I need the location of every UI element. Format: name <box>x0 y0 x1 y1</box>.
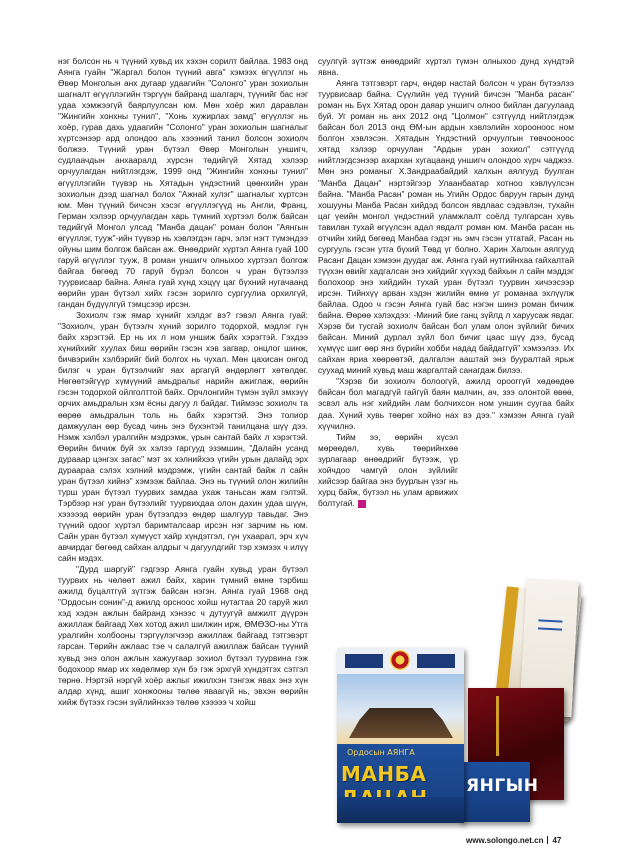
article-paragraph: "Дурд шаргуй" гэдгээр Аянга гуайн хувьд уран бүтээл туурвих нь чөлөөт ажил байх, харин түмний өмнө тэрбиш ажилд буцалтгүй зүтгэж байсан нэгэн. Аянга гуай 1968 онд "Ордосын сонин"-д ажилд орсноос хойш нутагтаа 20 гаруй жил хэд хэдэн ажлын байранд хэнээс ч дутуугүй амжилт дүүрэн ажиллаж байгаад Хөх хотод ажил шилжин ирж, ӨМӨЗО-ны Утга уралгийн холбооны тэргүүлэгчээр ажиллаж байгаад тэтгэвэрт гарсан. Төрийн ажлаас тэе ч салалгүй ажиллаж байсан түүний хувьд энэ олон ажлын хажуугаар зохиол бүтээл туурвина гэж бодохоор ямар их хөдөлмөр хүн бэ гэж эрхгүй хүндэтгэх сэтгэл төрнө. Нэртэй нэргүй хоёр ажлыг ижилхэн тэнгэж явах энэ хүн алдар хүнд, ашиг хонжооны төлөө яваагүй нь, эвхэн өөрийн хийж бүтээх гэсэн зүйлийнхээ төлөө хэээээ ч хойш <box>58 564 308 707</box>
book-cover-manba-datsan <box>337 648 464 823</box>
article-paragraph: нэг болсон нь ч түүний хувьд их хэхэн сорилт байлаа. 1983 онд Аянга гуайн "Жаргал болон түүний авга" хэмээх өгүүллэг нь Өвөр Монголын анх дугаар удаагийн "Солонго" уран зохиолын шагналт өгүүллэгийн тэргүүн байранд шалгарч, түүнийг бас нэг удаа хэмжээгүй баярлуулсан юм. Мөн хоёр жил даравлан "Жингийн хонхны тунил", "Хонь хужирлах замд" өгүүллэг нь хоёр, гурав дахь удаагийн "Солонго" уран зохиолын шагналыг хүртсэнээр ард олондоо аль хэээний танил болсон зохиолч болжээ. Түүний уран бүтээл Өвөр Монголын уншигч, судлаачдын анхааралд хүрсэн төдийгүй Хятад хэлээр орчуулагдан нийтлэгдэж, 1999 онд "Жингийн хонхны тунил" өгүүллэгийн түүвэр нь Хятадын үндэстний цөөнхийн уран зохиолын дээд шагнал болох "Ажнай хулэг" шагналыг хүртсэн юм. Мөн түүний бичсэн хэсэг өгүүллэгүүд нь Англи, Франц, Герман хэлээр орчуулагдан харь түмний хүртээл болж байсан төдийгүй Монгол улсад "Манба дацан" роман болон "Аянгын өгүүллэг, тууж"-ийн түүвэр нь хэвлэгдэн гарч, элэг нэгт түмэндээ ойуны шим болгож байсан аж. Өнөөдрийг хүртэл Аянга гуай 100 гаруй өгүүллэг тууж, 8 роман уншигч олныхоо хүртээл болгож байгаа бөгөөд 70 гаруй бүрэл болсон ч уран бүтээлээ туурвисаар байна. Аянга гуай хүнд хэцүү цаг бүхний нугачаанд өөрийн уран бүтээл хийх гэсэн зорилго сургуулиа орхилгүй, гандан бүдүүлгүй тэмцсээр ирсэн. <box>58 56 308 310</box>
cover-title: МАНБА <box>341 762 427 786</box>
article-left-column <box>58 56 308 708</box>
cover-title-line <box>538 627 562 630</box>
cover-header-block <box>345 654 383 668</box>
cover-title-line <box>538 619 562 622</box>
cover-author: Ордосын АЯНГА <box>347 748 415 757</box>
page-footer <box>466 836 561 845</box>
closing-text: Тийм ээ, өөрийн хүсэл мөрөөдөл, хувь төөрийнхөө зурлагаар өнөөдрийг бүтээж, үр хойчдоо чамгүй олон зүйлийг хийсээр байгаа энэ буурлын үзэг нь хурц байж, бүтээл нь улам арвижих болтугай. <box>318 431 458 508</box>
article-closing-paragraph <box>318 432 458 509</box>
article-paragraph: Аянга тэтгэвэрт гарч, өндөр настай болсон ч уран бүтээлээ туурвисаар байна. Сүүлийн үед түүний бичсэн "Манба расан" роман нь Бүх Хятад орон даяар уншигч олноо бийлан дагуулаад буй. Уг роман нь анх 2012 онд "Цолмон" сэтгүүлд нийтлэгдэж байсан бол 2013 онд ӨМ-ын ардын хэвлэлийн хороонооc ном болгон хэвлэсэн. Хятадын Үндэстний орчуулгын төвчооноос хятад хэлээр орчуулан "Ардын уран зохиол" сэтгүүлд нийтлэгдсэнээр ахархан хугацаанд уншигч олондоо хүрч чаджээ. Мөн энэ романыг Х.Зандраабайдий халхын аялгууд буулган "Манба Дацан" нэртэйгээр Улаанбаатар хотноо хэвлүүлсэн байна. "Манба Расан" роман нь Угийн Ордос баруун гарын дунд хошууны Манба Расан хийдэд болсон явдлаас сэдэвлэн, тухайн цаг үеийн монгол үндэстний уламжлалт соёлд тулгарсан хувь тавилан тухай өгүүлсэн адал явдалт роман юм. Манба расан нь отчийн хийд бөгөөд Манбаа гэдэг нь эмч гэсэн утгатай, Расан нь сургууль гэсэн утга бүхий Төвд үг болно. Харин Халхын аялгууд Расанг Дацан хэмээн дуудаг аж. Аянга гуай нутгийнхаа гайхалтай түүхэн өвийг хадгалсан энэ хийдийг хүүхэд байхын л сайн мэддэг болохоор энэ хийдийн тухай уран бүтээл туурвин хичээсээр ирсэн. Тийнхүү арван хэдэн жилийн өмнө уг романаа эхлүүлж байлаа. Одоо ч гэсэн Аянга гуай бас нэгэн шинэ роман бичиж байна. Өөрөө хэлэхдээ: -Миний бие ганц зүйлд л харуусаж явдаг. Хэрэв би тусгай зохиолч байсан бол улам олон зүйлийг бичих байсан. Миний дурлал зүйл бол бичиг цаас шүү дээ, бусад хүмүүс шиг өөр янз бүрийн хобби надад байдаггүй" хэмээлээ. Их сайхан яриа хөөрөөтэй, далгалэн ааштай энэ бууралтай ярьж суухад миний хувьд маш жаргалтай санагдаж билээ. <box>318 78 574 376</box>
cover-script-decoration <box>496 696 539 756</box>
article-paragraph: "Хэрэв би зохиолч болоогүй, ажилд орооггүй хөдөөдөө байсан бол магадгүй гайгүй баян малчин, ач, зээ олонтой өвөө, эсвэл аль нэг хийдийн лам болчихсон ном уншин суугаа байх даа. Хүний хувь төөрөг хойно нах вэ дээ." хэмээн Аянга гуай хүүчилнэ. <box>318 376 574 431</box>
footer-website: www.solongo.net.cn <box>466 836 544 845</box>
article-end-mark-icon <box>358 500 366 508</box>
article-right-column <box>318 56 574 509</box>
blue-cover-title: ЯНГЫН <box>466 776 539 796</box>
page-number: 47 <box>552 836 562 845</box>
cover-header-block <box>417 654 455 668</box>
book-cover-blue <box>460 762 539 822</box>
footer-divider <box>547 836 548 844</box>
article-paragraph: суулгүй зүтгэж өнөөдрийг хүртэл түмэн олныхоо дунд хүндтэй явна. <box>318 56 574 78</box>
cover-bottom-band <box>337 797 464 823</box>
publisher-emblem-icon <box>390 650 410 670</box>
article-paragraph: Зохиолч гэж ямар хүнийг хэлдэг вэ? гэвэл Аянга гуай: "Зохиолч, уран бүтээлч хүний зорилго тодорхой, мэдлэг гүн байх хэрэгтэй. Ер нь их л ном уншиж байх хэрэгтэй. Гэхдээ хүнийхийг хуулах биш өөрийн гэсэн хэв загвар, онцлог шинж, бичвэрийн хэлбэрийг бий болгох нь чухал. Мөн цахисан онгод билэг ч уран бүтээлчийг яах аргагүй өндөрлөгт хөтөлдөг. Нөгөөтэйгүүр хүмүүний амьдралыг нарийн ажиглаж, өөрийн гэсэн тодорхой ойлголттой байх. Орчлонгийн түмэн зүйл эмхэүү орчих амьдралын хэм ёсны дагуу л байдаг. Тиймээс зохиолч та өөрөө амьдралын толь нь байх хэрэгтэй. Энэ толиор дамжуулан өөр бусад чинь энэ бүхэнтэй танилцана шүү дээ. Нэмж хэлбэл уралгийн мэдрэмж, үрын сантай байх л хэрэгтэй. Өөрийн бичиж буй эх хэлээ гаргууд эзэмшин, "Далайн усанд дурааар цэнгэх загас" мэт эх хэлнийхээ үгийн урын далайд эрх дураараа сэлэх хэлний мэдрэмж, үгийн сантай байж л сайн уран бүтээл хийнэ" хэмээж байлаа. Энэ нь түүний олон жилийн турш уран бүтээл туурвих замдаа ухаж таньсан жам гэлтэй. Тэрбээр нэг уран бүтээлийг туурвихдаа олон дахин удаа шүүн, хэээээд өөрийн уран бүтээлдээ өндөр шалгуур тавьдаг. Энэ түүний одоог хүртэл баримталсаар ирсэн нэг зарчим нь юм. Сайн уран бүтээл хүмүүст хайр хүндэтгэл, гүн ухаарал, эрч хүч авчирдаг бөгөөд сайхан алдрыг ч дагуулдгийг тэр хэмээх ч илүү сайн мэдэх. <box>58 310 308 564</box>
